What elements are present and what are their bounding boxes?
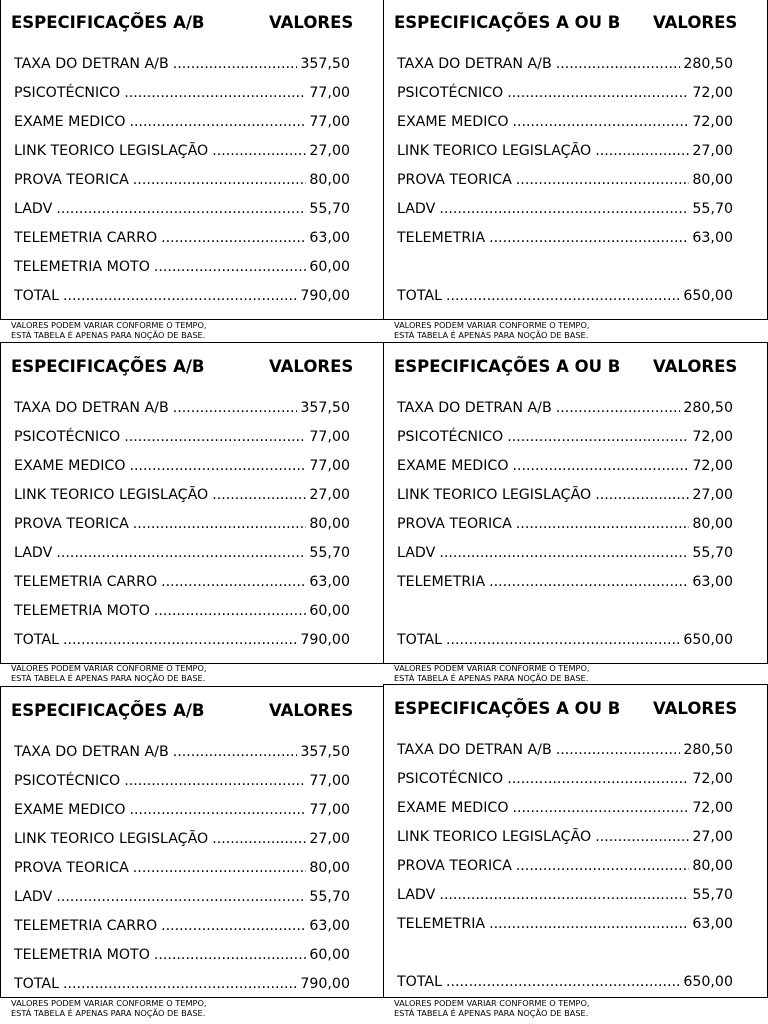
dot-leader — [56, 545, 306, 561]
price-row — [14, 194, 350, 223]
item-value: 72,00 — [692, 84, 733, 101]
item-value: 72,00 — [692, 770, 733, 787]
item-value: 27,00 — [309, 142, 350, 159]
price-row — [14, 853, 350, 882]
item-value: 63,00 — [309, 573, 350, 590]
item-value: 790,00 — [300, 975, 350, 992]
item-value: 80,00 — [309, 171, 350, 188]
disclaimer-line-1: VALORES PODEM VARIAR CONFORME O TEMPO, — [394, 663, 590, 673]
item-label: TELEMETRIA — [397, 573, 486, 590]
dot-leader — [556, 400, 681, 416]
item-value: 63,00 — [692, 915, 733, 932]
item-value: 77,00 — [309, 801, 350, 818]
disclaimer-note — [11, 320, 207, 340]
dot-leader — [595, 143, 689, 159]
item-value: 72,00 — [692, 799, 733, 816]
item-value: 72,00 — [692, 113, 733, 130]
dot-leader — [556, 742, 681, 758]
item-label: LINK TEORICO LEGISLAÇÃO — [397, 142, 592, 159]
price-row — [14, 480, 350, 509]
price-row — [397, 136, 733, 165]
item-value: 63,00 — [309, 917, 350, 934]
price-card-a-ou-b — [383, 0, 768, 320]
dot-leader — [513, 458, 690, 474]
item-value: 357,50 — [300, 743, 350, 760]
item-label: TAXA DO DETRAN A/B — [14, 55, 169, 72]
item-value: 280,50 — [683, 55, 733, 72]
card-header — [394, 357, 757, 381]
price-row — [397, 78, 733, 107]
price-row — [14, 795, 350, 824]
item-value: 63,00 — [309, 229, 350, 246]
item-label: LADV — [14, 200, 53, 217]
item-value: 80,00 — [309, 859, 350, 876]
item-label: PROVA TEORICA — [14, 171, 129, 188]
price-row — [14, 940, 350, 969]
disclaimer-line-1: VALORES PODEM VARIAR CONFORME O TEMPO, — [11, 998, 207, 1008]
item-label: TELEMETRIA — [397, 229, 486, 246]
dot-leader — [124, 85, 306, 101]
item-label: EXAME MEDICO — [397, 799, 509, 816]
dot-leader — [173, 56, 298, 72]
item-label: TAXA DO DETRAN A/B — [14, 399, 169, 416]
price-row — [14, 824, 350, 853]
item-label: TOTAL — [397, 973, 443, 990]
item-label: PSICOTÉCNICO — [397, 770, 504, 787]
item-label: LADV — [14, 544, 53, 561]
item-value: 280,50 — [683, 741, 733, 758]
disclaimer-line-2: ESTÁ TABELA É APENAS PARA NOÇÃO DE BASE. — [11, 1008, 206, 1018]
dot-leader — [130, 802, 307, 818]
price-row — [397, 49, 733, 78]
item-label: LINK TEORICO LEGISLAÇÃO — [397, 486, 592, 503]
values-header: VALORES — [653, 699, 738, 718]
item-value: 60,00 — [309, 258, 350, 275]
price-row — [14, 252, 350, 281]
item-value: 27,00 — [692, 486, 733, 503]
item-value: 77,00 — [309, 772, 350, 789]
price-row — [397, 165, 733, 194]
card-title: ESPECIFICAÇÕES A OU B — [394, 13, 621, 32]
price-row — [14, 136, 350, 165]
dot-leader — [489, 916, 689, 932]
item-label: PROVA TEORICA — [397, 857, 512, 874]
price-list — [397, 49, 733, 310]
item-label: TELEMETRIA CARRO — [14, 229, 158, 246]
item-value: 80,00 — [692, 515, 733, 532]
item-label: PSICOTÉCNICO — [397, 84, 504, 101]
values-header: VALORES — [653, 357, 738, 376]
dot-leader — [130, 458, 307, 474]
price-row — [397, 509, 733, 538]
item-label: LINK TEORICO LEGISLAÇÃO — [14, 142, 209, 159]
price-list — [397, 393, 733, 654]
dot-leader — [130, 114, 307, 130]
item-label: PROVA TEORICA — [14, 859, 129, 876]
total-row — [14, 281, 350, 310]
item-label: TOTAL — [397, 631, 443, 648]
item-label: TAXA DO DETRAN A/B — [14, 743, 169, 760]
card-title: ESPECIFICAÇÕES A/B — [11, 13, 205, 32]
values-header: VALORES — [269, 13, 354, 32]
price-row — [14, 596, 350, 625]
item-label: PSICOTÉCNICO — [397, 428, 504, 445]
item-label: TELEMETRIA MOTO — [14, 258, 150, 275]
price-list — [14, 393, 350, 654]
price-row — [14, 766, 350, 795]
price-row — [14, 451, 350, 480]
item-value: 650,00 — [683, 631, 733, 648]
total-row — [14, 625, 350, 654]
dot-leader — [56, 201, 306, 217]
price-row — [397, 909, 733, 938]
price-row — [14, 882, 350, 911]
dot-leader — [556, 56, 681, 72]
item-label: LINK TEORICO LEGISLAÇÃO — [397, 828, 592, 845]
item-label: LINK TEORICO LEGISLAÇÃO — [14, 830, 209, 847]
card-header — [11, 701, 373, 725]
price-list — [14, 737, 350, 998]
total-row — [397, 625, 733, 654]
item-value: 55,70 — [692, 886, 733, 903]
item-label: EXAME MEDICO — [397, 113, 509, 130]
dot-leader — [595, 487, 689, 503]
disclaimer-note — [11, 998, 207, 1018]
price-card-ab — [0, 0, 384, 320]
dot-leader — [161, 230, 306, 246]
dot-leader — [507, 429, 689, 445]
item-label: LADV — [14, 888, 53, 905]
total-row — [14, 969, 350, 998]
disclaimer-line-1: VALORES PODEM VARIAR CONFORME O TEMPO, — [11, 320, 207, 330]
disclaimer-note — [11, 663, 207, 683]
item-value: 72,00 — [692, 457, 733, 474]
item-label: TELEMETRIA CARRO — [14, 573, 158, 590]
item-label: EXAME MEDICO — [14, 113, 126, 130]
card-title: ESPECIFICAÇÕES A OU B — [394, 699, 621, 718]
disclaimer-line-1: VALORES PODEM VARIAR CONFORME O TEMPO, — [394, 320, 590, 330]
dot-leader — [516, 172, 690, 188]
dot-leader — [489, 574, 689, 590]
item-label: PSICOTÉCNICO — [14, 84, 121, 101]
dot-leader — [507, 85, 689, 101]
disclaimer-note — [394, 663, 590, 683]
card-title: ESPECIFICAÇÕES A OU B — [394, 357, 621, 376]
price-row — [14, 538, 350, 567]
item-value: 650,00 — [683, 973, 733, 990]
dot-leader — [161, 918, 306, 934]
price-row — [397, 880, 733, 909]
price-card-a-ou-b — [383, 684, 768, 998]
item-value: 77,00 — [309, 457, 350, 474]
dot-leader — [212, 143, 306, 159]
price-row — [14, 911, 350, 940]
total-row — [397, 967, 733, 996]
price-card-a-ou-b — [383, 342, 768, 664]
card-header — [394, 13, 757, 37]
price-card-ab — [0, 342, 384, 664]
card-header — [11, 13, 373, 37]
values-header: VALORES — [269, 701, 354, 720]
item-value: 60,00 — [309, 602, 350, 619]
price-row — [397, 480, 733, 509]
item-label: EXAME MEDICO — [14, 457, 126, 474]
price-row — [397, 422, 733, 451]
item-label: TELEMETRIA MOTO — [14, 602, 150, 619]
item-value: 790,00 — [300, 287, 350, 304]
dot-leader — [56, 889, 306, 905]
item-label: TELEMETRIA MOTO — [14, 946, 150, 963]
dot-leader — [154, 603, 307, 619]
price-row — [14, 107, 350, 136]
item-label: PSICOTÉCNICO — [14, 428, 121, 445]
dot-leader — [161, 574, 306, 590]
dot-leader — [507, 771, 689, 787]
dot-leader — [63, 976, 297, 992]
dot-leader — [446, 974, 680, 990]
item-value: 27,00 — [692, 828, 733, 845]
dot-leader — [173, 400, 298, 416]
price-card-ab — [0, 686, 384, 998]
item-value: 77,00 — [309, 84, 350, 101]
item-value: 55,70 — [692, 544, 733, 561]
price-row — [14, 78, 350, 107]
dot-leader — [489, 230, 689, 246]
price-row — [397, 764, 733, 793]
disclaimer-line-2: ESTÁ TABELA É APENAS PARA NOÇÃO DE BASE. — [394, 330, 589, 340]
dot-leader — [124, 429, 306, 445]
dot-leader — [439, 201, 689, 217]
price-list — [397, 735, 733, 996]
item-value: 55,70 — [309, 200, 350, 217]
price-list — [14, 49, 350, 310]
item-value: 55,70 — [692, 200, 733, 217]
dot-leader — [439, 887, 689, 903]
item-value: 55,70 — [309, 888, 350, 905]
card-header — [11, 357, 373, 381]
disclaimer-line-2: ESTÁ TABELA É APENAS PARA NOÇÃO DE BASE. — [394, 1008, 589, 1018]
item-value: 77,00 — [309, 428, 350, 445]
item-label: TOTAL — [14, 631, 60, 648]
item-label: PROVA TEORICA — [397, 515, 512, 532]
item-value: 27,00 — [309, 486, 350, 503]
disclaimer-note — [394, 320, 590, 340]
price-row — [14, 393, 350, 422]
price-row — [397, 538, 733, 567]
card-title: ESPECIFICAÇÕES A/B — [11, 357, 205, 376]
item-label: PSICOTÉCNICO — [14, 772, 121, 789]
price-row — [397, 735, 733, 764]
price-row — [397, 822, 733, 851]
item-value: 27,00 — [309, 830, 350, 847]
dot-leader — [133, 860, 307, 876]
price-row — [14, 49, 350, 78]
price-row — [397, 851, 733, 880]
price-row — [397, 223, 733, 252]
item-label: PROVA TEORICA — [14, 515, 129, 532]
item-label: LADV — [397, 886, 436, 903]
item-value: 80,00 — [692, 857, 733, 874]
price-row — [397, 451, 733, 480]
dot-leader — [63, 288, 297, 304]
item-value: 357,50 — [300, 399, 350, 416]
price-row — [14, 509, 350, 538]
item-label: LINK TEORICO LEGISLAÇÃO — [14, 486, 209, 503]
item-value: 790,00 — [300, 631, 350, 648]
price-row — [397, 393, 733, 422]
item-value: 280,50 — [683, 399, 733, 416]
item-value: 63,00 — [692, 573, 733, 590]
card-title: ESPECIFICAÇÕES A/B — [11, 701, 205, 720]
item-label: PROVA TEORICA — [397, 171, 512, 188]
item-label: TAXA DO DETRAN A/B — [397, 399, 552, 416]
item-label: TOTAL — [397, 287, 443, 304]
item-value: 80,00 — [692, 171, 733, 188]
item-value: 27,00 — [692, 142, 733, 159]
dot-leader — [154, 947, 307, 963]
item-value: 72,00 — [692, 428, 733, 445]
item-value: 80,00 — [309, 515, 350, 532]
total-row — [397, 281, 733, 310]
disclaimer-line-2: ESTÁ TABELA É APENAS PARA NOÇÃO DE BASE. — [11, 673, 206, 683]
dot-leader — [446, 288, 680, 304]
item-value: 357,50 — [300, 55, 350, 72]
card-header — [394, 699, 757, 723]
dot-leader — [446, 632, 680, 648]
dot-leader — [173, 744, 298, 760]
item-label: TOTAL — [14, 975, 60, 992]
item-label: TOTAL — [14, 287, 60, 304]
dot-leader — [154, 259, 307, 275]
item-label: EXAME MEDICO — [397, 457, 509, 474]
values-header: VALORES — [269, 357, 354, 376]
price-row — [14, 737, 350, 766]
item-label: LADV — [397, 200, 436, 217]
disclaimer-line-1: VALORES PODEM VARIAR CONFORME O TEMPO, — [11, 663, 207, 673]
item-label: TELEMETRIA CARRO — [14, 917, 158, 934]
dot-leader — [439, 545, 689, 561]
price-row — [14, 567, 350, 596]
price-row — [397, 793, 733, 822]
dot-leader — [516, 858, 690, 874]
item-label: TAXA DO DETRAN A/B — [397, 741, 552, 758]
item-label: TAXA DO DETRAN A/B — [397, 55, 552, 72]
item-value: 55,70 — [309, 544, 350, 561]
item-value: 77,00 — [309, 113, 350, 130]
dot-leader — [133, 172, 307, 188]
dot-leader — [513, 114, 690, 130]
item-label: TELEMETRIA — [397, 915, 486, 932]
price-row — [397, 567, 733, 596]
price-row — [397, 194, 733, 223]
disclaimer-line-2: ESTÁ TABELA É APENAS PARA NOÇÃO DE BASE. — [11, 330, 206, 340]
dot-leader — [595, 829, 689, 845]
dot-leader — [133, 516, 307, 532]
disclaimer-line-2: ESTÁ TABELA É APENAS PARA NOÇÃO DE BASE. — [394, 673, 589, 683]
price-row — [14, 165, 350, 194]
disclaimer-line-1: VALORES PODEM VARIAR CONFORME O TEMPO, — [394, 998, 590, 1008]
disclaimer-note — [394, 998, 590, 1018]
dot-leader — [212, 487, 306, 503]
item-label: EXAME MEDICO — [14, 801, 126, 818]
dot-leader — [212, 831, 306, 847]
item-value: 650,00 — [683, 287, 733, 304]
values-header: VALORES — [653, 13, 738, 32]
item-value: 63,00 — [692, 229, 733, 246]
price-row — [14, 422, 350, 451]
dot-leader — [513, 800, 690, 816]
price-row — [397, 107, 733, 136]
dot-leader — [516, 516, 690, 532]
dot-leader — [124, 773, 306, 789]
item-value: 60,00 — [309, 946, 350, 963]
dot-leader — [63, 632, 297, 648]
item-label: LADV — [397, 544, 436, 561]
price-row — [14, 223, 350, 252]
